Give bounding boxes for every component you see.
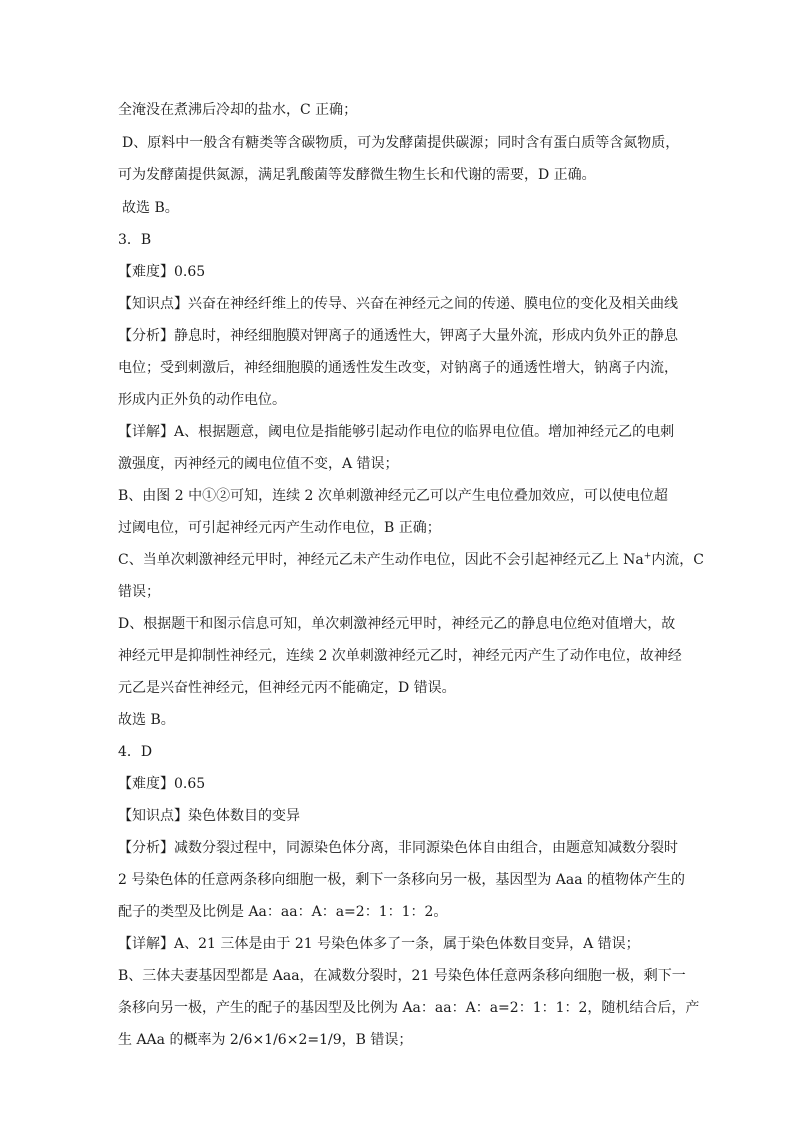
- text-line: 全淹没在煮沸后冷却的盐水，C 正确；: [118, 102, 358, 118]
- superscript: +: [643, 551, 652, 562]
- detail-line: B、由图 2 中①②可知，连续 2 次单刺激神经元乙可以产生电位叠加效应，可以使电位超: [118, 488, 668, 504]
- detail-line: B、三体夫妻基因型都是 Aaa，在减数分裂时，21 号染色体任意两条移向细胞一极，剩下一: [118, 968, 686, 984]
- detail-line: 错误；: [118, 584, 160, 600]
- analysis-line: 电位；受到刺激后，神经细胞膜的通透性发生改变，对钠离子的通透性增大，钠离子内流，: [118, 360, 678, 376]
- detail-line: 过阈电位，可引起神经元丙产生动作电位，B 正确；: [118, 520, 441, 536]
- analysis-line: 【分析】静息时，神经细胞膜对钾离子的通透性大，钾离子大量外流，形成内负外正的静息: [118, 328, 678, 344]
- detail-line: 生 AAa 的概率为 2/6×1/6×2=1/9，B 错误；: [118, 1032, 413, 1048]
- answer-line: 故选 B。: [118, 712, 175, 728]
- analysis-line: 2 号染色体的任意两条移向细胞一极，剩下一条移向另一极，基因型为 Aaa 的植物体产生的: [118, 872, 686, 888]
- analysis-line: 【分析】减数分裂过程中，同源染色体分离，非同源染色体自由组合，由题意知减数分裂时: [118, 840, 678, 856]
- detail-line: 神经元甲是抑制性神经元，连续 2 次单刺激神经元乙时，神经元丙产生了动作电位，故神经: [118, 648, 682, 664]
- analysis-line: 配子的类型及比例是 Aa：aa：A：a=2：1：1：2。: [118, 904, 448, 920]
- text-segment: C、当单次刺激神经元甲时，神经元乙未产生动作电位，因此不会引起神经元乙上 Na: [118, 552, 644, 568]
- detail-line: 【详解】A、21 三体是由于 21 号染色体多了一条，属于染色体数目变异，A 错误；: [118, 936, 640, 952]
- detail-line: 激强度，丙神经元的阈电位值不变，A 错误；: [118, 456, 399, 472]
- question-number: 4．D: [118, 744, 153, 760]
- detail-line: 条移向另一极，产生的配子的基因型及比例为 Aa：aa：A：a=2：1：1：2，随机结合后，产: [118, 1000, 700, 1016]
- analysis-line: 形成内正外负的动作电位。: [118, 392, 286, 408]
- text-line: 可为发酵菌提供氮源，满足乳酸菌等发酵微生物生长和代谢的需要，D 正确。: [118, 167, 596, 183]
- detail-line-sodium: [118, 551, 704, 569]
- detail-line: 元乙是兴奋性神经元，但神经元丙不能确定，D 错误。: [118, 680, 456, 696]
- detail-line: 【详解】A、根据题意，阈电位是指能够引起动作电位的临界电位值。增加神经元乙的电刺: [118, 424, 675, 440]
- knowledge-point: 【知识点】染色体数目的变异: [118, 808, 300, 824]
- text-line: 故选 B。: [122, 200, 179, 216]
- knowledge-point: 【知识点】兴奋在神经纤维上的传导、兴奋在神经元之间的传递、膜电位的变化及相关曲线: [118, 296, 678, 312]
- difficulty-label: 【难度】0.65: [118, 776, 206, 792]
- difficulty-label: 【难度】0.65: [118, 264, 206, 280]
- question-number: 3．B: [118, 232, 152, 248]
- text-segment: 内流，C: [651, 552, 705, 568]
- detail-line: D、根据题干和图示信息可知，单次刺激神经元甲时，神经元乙的静息电位绝对值增大，故: [118, 616, 676, 632]
- text-line: D、原料中一般含有糖类等含碳物质，可为发酵菌提供碳源；同时含有蛋白质等含氮物质，: [122, 135, 680, 151]
